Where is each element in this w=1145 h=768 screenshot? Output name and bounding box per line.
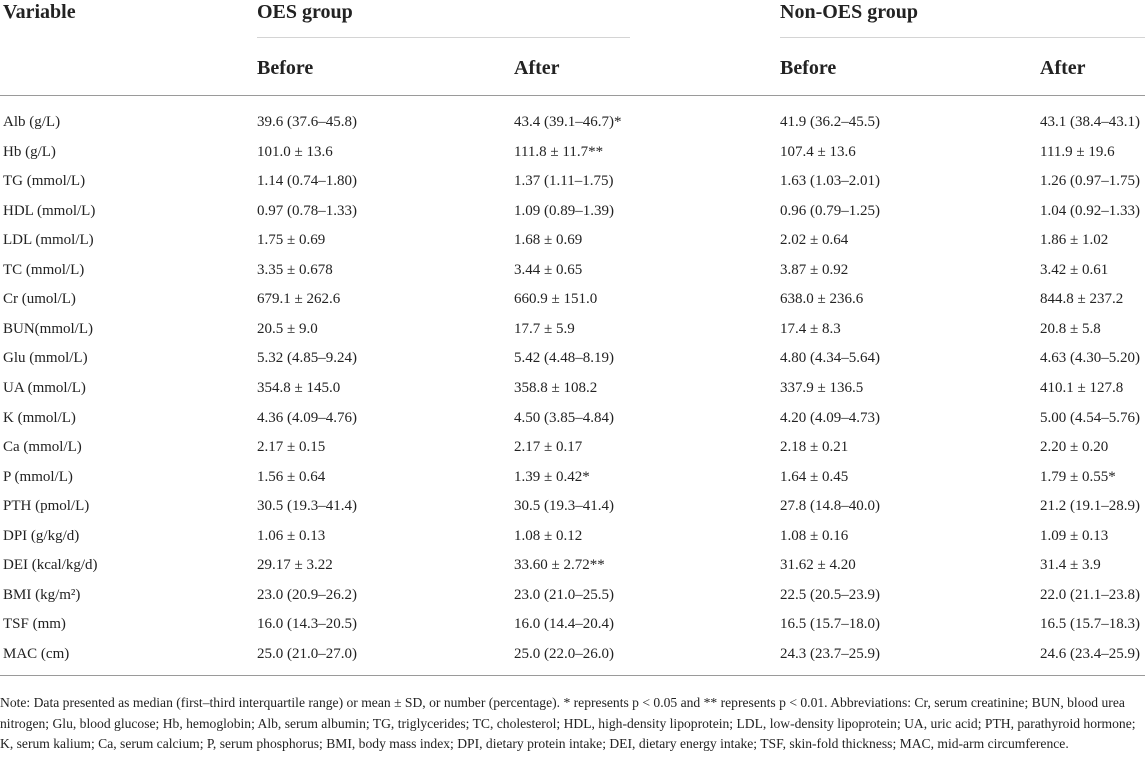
non-oes-before-cell: 1.63 (1.03–2.01)	[780, 173, 880, 190]
oes-before-cell: 101.0 ± 13.6	[257, 143, 333, 160]
oes-after-cell: 30.5 (19.3–41.4)	[514, 498, 614, 515]
non-oes-after-cell: 4.63 (4.30–5.20)	[1040, 350, 1140, 367]
variable-cell: DPI (g/kg/d)	[3, 527, 80, 544]
non-oes-after-cell: 20.8 ± 5.8	[1040, 320, 1101, 337]
non-oes-after-cell: 1.79 ± 0.55*	[1040, 468, 1116, 485]
non-oes-before-cell: 2.18 ± 0.21	[780, 439, 849, 456]
oes-before-cell: 5.32 (4.85–9.24)	[257, 350, 357, 367]
oes-after-cell: 17.7 ± 5.9	[514, 320, 575, 337]
non-oes-before-cell: 41.9 (36.2–45.5)	[780, 114, 880, 130]
oes-before-cell: 23.0 (20.9–26.2)	[257, 586, 357, 603]
oes-after-cell: 1.09 (0.89–1.39)	[514, 202, 614, 219]
non-oes-after-cell: 2.20 ± 0.20	[1040, 439, 1109, 456]
non-oes-before-cell: 0.96 (0.79–1.25)	[780, 202, 880, 219]
variable-cell: Alb (g/L)	[3, 114, 61, 130]
oes-before-cell: 29.17 ± 3.22	[257, 557, 333, 574]
variable-cell: K (mmol/L)	[3, 409, 76, 426]
variable-cell: P (mmol/L)	[3, 468, 73, 485]
oes-after-cell: 33.60 ± 2.72**	[514, 557, 605, 574]
oes-before-cell: 1.75 ± 0.69	[257, 232, 326, 249]
oes-after-cell: 5.42 (4.48–8.19)	[514, 350, 614, 367]
oes-after-cell: 1.39 ± 0.42*	[514, 468, 590, 485]
variable-cell: LDL (mmol/L)	[3, 232, 94, 249]
non-oes-after-cell: 1.04 (0.92–1.33)	[1040, 202, 1140, 219]
oes-before-cell: 0.97 (0.78–1.33)	[257, 202, 357, 219]
non-oes-after-cell: 5.00 (4.54–5.76)	[1040, 409, 1140, 426]
non-oes-after-cell: 21.2 (19.1–28.9)	[1040, 498, 1140, 515]
oes-group-underline	[257, 37, 630, 38]
non-oes-after-cell: 31.4 ± 3.9	[1040, 557, 1101, 574]
non-oes-before-cell: 4.20 (4.09–4.73)	[780, 409, 880, 426]
variable-cell: PTH (pmol/L)	[3, 498, 90, 515]
table-footnote	[0, 693, 1138, 755]
variable-cell: Cr (umol/L)	[3, 291, 76, 308]
oes-after-cell: 16.0 (14.4–20.4)	[514, 616, 614, 633]
non-oes-before-cell: 3.87 ± 0.92	[780, 261, 849, 278]
non-oes-after-cell: 24.6 (23.4–25.9)	[1040, 645, 1140, 662]
non-oes-before-cell: 24.3 (23.7–25.9)	[780, 645, 880, 662]
non-oes-before-cell: 1.08 ± 0.16	[780, 527, 849, 544]
oes-after-cell: 4.50 (3.85–4.84)	[514, 409, 614, 426]
oes-after-cell: 25.0 (22.0–26.0)	[514, 645, 614, 662]
oes-after-cell: 2.17 ± 0.17	[514, 439, 583, 456]
table-bottom-rule	[0, 675, 1145, 676]
non-oes-after-cell: 844.8 ± 237.2	[1040, 291, 1124, 308]
non-oes-group-underline	[780, 37, 1145, 38]
non-oes-after-cell: 43.1 (38.4–43.1)	[1040, 114, 1140, 130]
non-oes-before-cell: 17.4 ± 8.3	[780, 320, 841, 337]
header-bottom-rule	[0, 95, 1145, 96]
variable-cell: Hb (g/L)	[3, 143, 56, 160]
non-oes-before-cell: 107.4 ± 13.6	[780, 143, 856, 160]
non-oes-before-cell: 2.02 ± 0.64	[780, 232, 849, 249]
oes-before-cell: 2.17 ± 0.15	[257, 439, 326, 456]
non-oes-before-cell: 4.80 (4.34–5.64)	[780, 350, 880, 367]
variable-cell: Glu (mmol/L)	[3, 350, 88, 367]
oes-before-cell: 679.1 ± 262.6	[257, 291, 341, 308]
oes-after-cell: 111.8 ± 11.7**	[514, 143, 604, 160]
oes-before-cell: 16.0 (14.3–20.5)	[257, 616, 357, 633]
oes-after-cell: 1.08 ± 0.12	[514, 527, 583, 544]
non-oes-after-cell: 1.09 ± 0.13	[1040, 527, 1109, 544]
header-oes-group: OES group	[257, 1, 353, 23]
variable-cell: Ca (mmol/L)	[3, 439, 82, 456]
non-oes-after-cell: 22.0 (21.1–23.8)	[1040, 586, 1140, 603]
header-variable: Variable	[3, 1, 76, 23]
non-oes-after-cell: 410.1 ± 127.8	[1040, 379, 1124, 396]
variable-cell: UA (mmol/L)	[3, 379, 86, 396]
non-oes-before-cell: 337.9 ± 136.5	[780, 379, 864, 396]
footnote-text: Note: Data presented as median (first–third interquartile range) or mean ± SD, or number (percentage). * represents p < 0.05 and ** represents p < 0.01. Abbreviations: Cr, serum creatinine; BUN, blood urea nitrogen; Glu, blood glucose; Hb, hemoglobin; Alb, serum albumin; TG, triglycerides; TC, cholesterol; HDL, high-density lipoprotein; LDL, low-density lipoprotein; UA, uric acid; PTH, parathyroid hormone; K, serum kalium; Ca, serum calcium; P, serum phosphorus; BMI, body mass index; DPI, dietary protein intake; DEI, dietary energy intake; TSF, skin-fold thickness; MAC, mid-arm circumference.	[0, 695, 1136, 751]
variable-cell: TG (mmol/L)	[3, 173, 86, 190]
oes-after-cell: 660.9 ± 151.0	[514, 291, 598, 308]
oes-before-cell: 25.0 (21.0–27.0)	[257, 645, 357, 662]
oes-before-cell: 4.36 (4.09–4.76)	[257, 409, 357, 426]
oes-before-cell: 20.5 ± 9.0	[257, 320, 318, 337]
non-oes-before-cell: 31.62 ± 4.20	[780, 557, 856, 574]
oes-before-cell: 30.5 (19.3–41.4)	[257, 498, 357, 515]
oes-after-cell: 1.37 (1.11–1.75)	[514, 173, 614, 190]
oes-after-cell: 43.4 (39.1–46.7)*	[514, 114, 622, 130]
non-oes-after-cell: 1.86 ± 1.02	[1040, 232, 1109, 249]
variable-cell: DEI (kcal/kg/d)	[3, 557, 98, 574]
variable-cell: MAC (cm)	[3, 645, 70, 662]
oes-before-cell: 1.14 (0.74–1.80)	[257, 173, 357, 190]
non-oes-after-cell: 3.42 ± 0.61	[1040, 261, 1109, 278]
non-oes-before-cell: 638.0 ± 236.6	[780, 291, 864, 308]
non-oes-before-cell: 16.5 (15.7–18.0)	[780, 616, 880, 633]
non-oes-after-cell: 111.9 ± 19.6	[1040, 143, 1115, 160]
header-oes-before: Before	[257, 57, 314, 79]
oes-before-cell: 1.06 ± 0.13	[257, 527, 326, 544]
non-oes-before-cell: 1.64 ± 0.45	[780, 468, 849, 485]
non-oes-before-cell: 27.8 (14.8–40.0)	[780, 498, 880, 515]
variable-cell: BUN(mmol/L)	[3, 320, 93, 337]
non-oes-before-cell: 22.5 (20.5–23.9)	[780, 586, 880, 603]
oes-before-cell: 354.8 ± 145.0	[257, 379, 341, 396]
oes-after-cell: 1.68 ± 0.69	[514, 232, 583, 249]
non-oes-after-cell: 16.5 (15.7–18.3)	[1040, 616, 1140, 633]
oes-before-cell: 39.6 (37.6–45.8)	[257, 114, 357, 130]
oes-after-cell: 358.8 ± 108.2	[514, 379, 598, 396]
variable-cell: TSF (mm)	[3, 616, 66, 633]
variable-cell: TC (mmol/L)	[3, 261, 85, 278]
header-oes-after: After	[514, 57, 560, 79]
oes-before-cell: 3.35 ± 0.678	[257, 261, 333, 278]
variable-cell: HDL (mmol/L)	[3, 202, 96, 219]
variable-cell: BMI (kg/m²)	[3, 586, 81, 603]
header-non-oes-group: Non-OES group	[780, 1, 919, 23]
header-non-oes-after: After	[1040, 57, 1086, 79]
non-oes-after-cell: 1.26 (0.97–1.75)	[1040, 173, 1140, 190]
header-non-oes-before: Before	[780, 57, 837, 79]
oes-after-cell: 23.0 (21.0–25.5)	[514, 586, 614, 603]
oes-before-cell: 1.56 ± 0.64	[257, 468, 326, 485]
oes-after-cell: 3.44 ± 0.65	[514, 261, 583, 278]
